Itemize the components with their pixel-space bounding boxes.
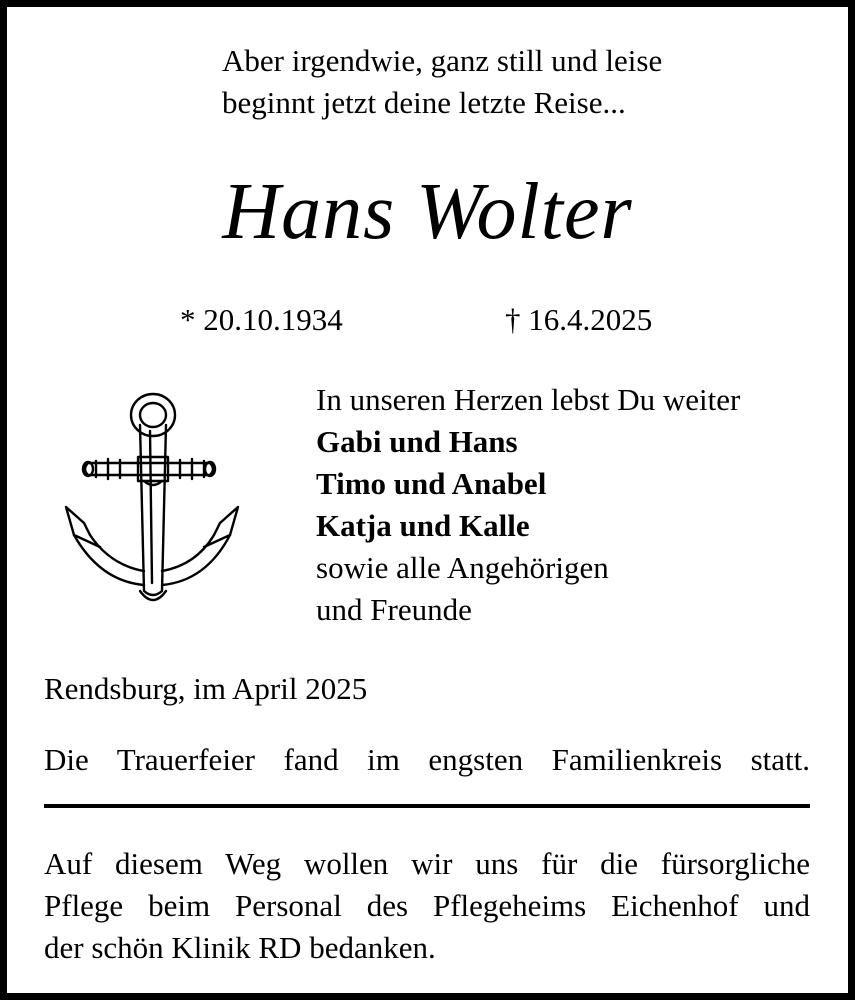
mourners-block: [316, 379, 740, 631]
mourner-name: Timo und Anabel: [316, 466, 547, 501]
verse-line-1: Aber irgendwie, ganz still und leise: [222, 43, 663, 78]
mourners-intro: In unseren Herzen lebst Du weiter: [316, 382, 741, 417]
thanks-line-3: der schön Klinik RD bedanken.: [44, 930, 436, 965]
funeral-note: Die Trauerfeier fand im engsten Familienkreis statt.: [44, 742, 810, 777]
mourners-others-line-1: sowie alle Angehörigen: [316, 550, 609, 585]
verse: [222, 40, 662, 124]
mourners-others-line-2: und Freunde: [316, 592, 472, 627]
divider: [44, 804, 810, 808]
anchor-icon: [60, 385, 240, 615]
verse-line-2: beginnt jetzt deine letzte Reise...: [222, 85, 626, 120]
birth-date: * 20.10.1934: [180, 302, 343, 337]
place-date: Rendsburg, im April 2025: [44, 671, 368, 706]
mourner-name: Gabi und Hans: [316, 424, 518, 459]
death-date: † 16.4.2025: [505, 302, 653, 337]
thanks-line-1: Auf diesem Weg wollen wir uns für die fürsorgliche: [44, 846, 810, 881]
thanks-text: [44, 843, 810, 969]
thanks-line-2: Pflege beim Personal des Pflegeheims Eichenhof und: [44, 888, 810, 923]
deceased-name: Hans Wolter: [222, 168, 633, 256]
mourner-name: Katja und Kalle: [316, 508, 530, 543]
